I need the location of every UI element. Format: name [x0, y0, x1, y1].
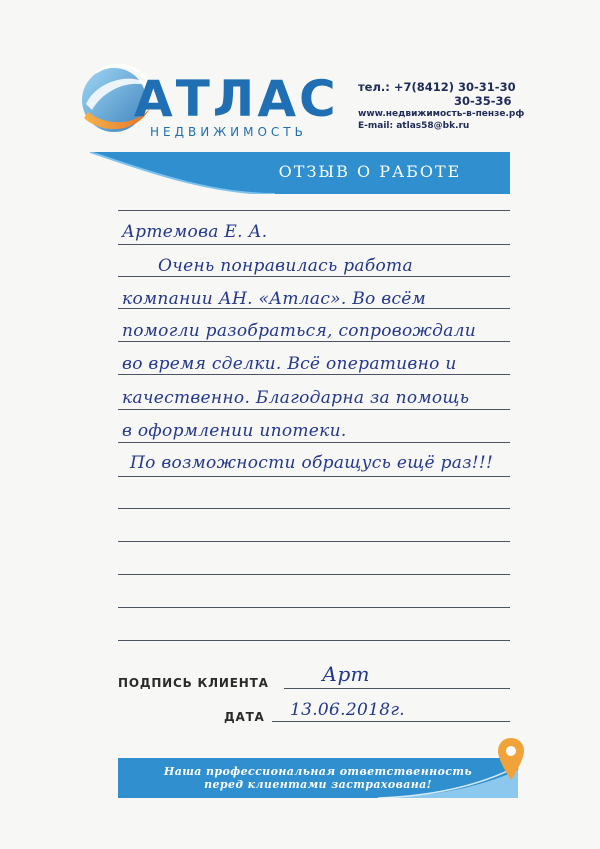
signature-line [284, 688, 510, 689]
review-line: По возможности обращусь ещё раз!!! [130, 453, 494, 473]
review-line: компании АН. «Атлас». Во всём [122, 289, 427, 309]
review-line: помогли разобраться, сопровождали [122, 321, 477, 341]
reviewer-name: Артемова Е. А. [122, 222, 268, 242]
date-value: 13.06.2018г. [290, 700, 405, 720]
email-link[interactable]: E-mail: atlas58@bk.ru [358, 121, 470, 131]
footer-banner [118, 758, 518, 798]
review-line: Очень понравилась работа [158, 256, 413, 276]
review-line: во время сделки. Всё оперативно и [122, 354, 457, 374]
review-line: качественно. Благодарна за помощь [122, 388, 470, 408]
website-link[interactable]: www.недвижимость-в-пензе.рф [358, 109, 525, 119]
page-title: ОТЗЫВ О РАБОТЕ [278, 162, 462, 181]
client-signature: Арт [322, 662, 370, 686]
brand-name: АТЛАС [134, 70, 339, 128]
phone-primary: тел.: +7(8412) 30-31-30 [358, 80, 516, 94]
insurance-line-1: Наша профессиональная ответственность [163, 765, 473, 778]
phone-secondary: 30-35-36 [454, 94, 512, 108]
rule-line [118, 640, 510, 641]
rule-line [118, 574, 510, 575]
rule-line [118, 341, 510, 342]
rule-line [118, 244, 510, 245]
rule-line [118, 409, 510, 410]
rule-line [118, 508, 510, 509]
rule-line [118, 607, 510, 608]
insurance-note [118, 765, 518, 791]
rule-line [118, 276, 510, 277]
insurance-line-2: перед клиентами застрахована! [204, 778, 432, 791]
rule-line [118, 442, 510, 443]
contacts-block [358, 80, 525, 132]
rule-line [118, 541, 510, 542]
date-line [272, 721, 510, 722]
location-pin-icon [498, 738, 524, 782]
company-logo [78, 58, 348, 148]
title-banner [90, 152, 510, 194]
rule-line [118, 476, 510, 477]
brand-subtitle: НЕДВИЖИМОСТЬ [150, 125, 307, 139]
rule-line [118, 374, 510, 375]
review-line: в оформлении ипотеки. [122, 421, 347, 441]
rule-line [118, 210, 510, 211]
signature-label: ПОДПИСЬ КЛИЕНТА [118, 676, 269, 690]
date-label: ДАТА [224, 710, 265, 724]
